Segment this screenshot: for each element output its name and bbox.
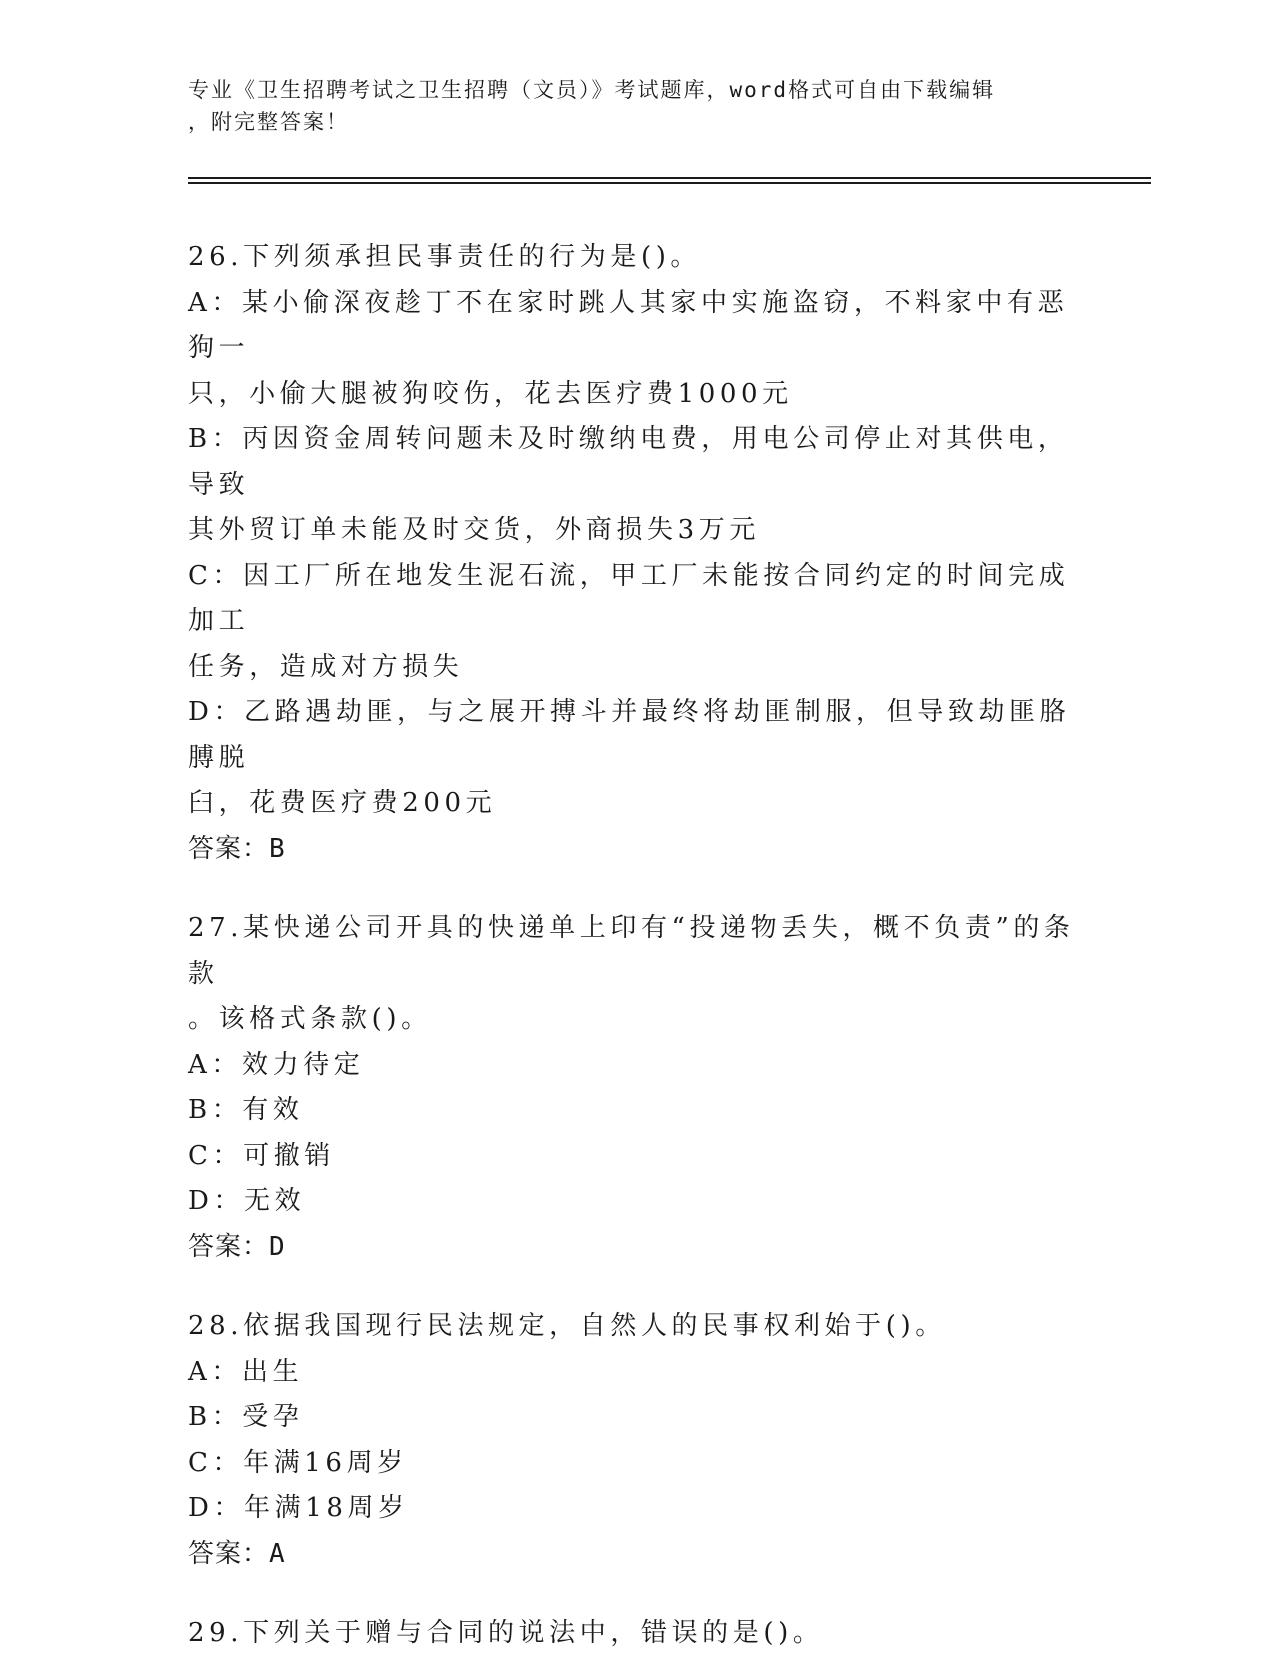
answer: 答案：A xyxy=(188,1538,286,1569)
option-b-cont: 其外贸订单未能及时交货，外商损失3万元 xyxy=(188,515,760,545)
question-stem: 28.依据我国现行民法规定，自然人的民事权利始于()。 xyxy=(188,1311,946,1341)
header-divider-top xyxy=(188,177,1151,179)
option-d: D：年满18周岁 xyxy=(188,1493,409,1523)
question-28 xyxy=(188,1304,1088,1577)
question-26 xyxy=(188,235,1088,872)
question-stem-cont: 。该格式条款()。 xyxy=(188,1004,432,1034)
option-c-cont: 任务，造成对方损失 xyxy=(188,651,464,682)
answer: 答案：B xyxy=(188,833,286,864)
option-d: D：乙路遇劫匪，与之展开搏斗并最终将劫匪制服，但导致劫匪胳膊脱 xyxy=(188,697,1071,773)
question-stem: 26.下列须承担民事责任的行为是()。 xyxy=(188,242,702,272)
question-stem: 27.某快递公司开具的快递单上印有“投递物丢失，概不负责”的条款 xyxy=(188,913,1075,989)
question-spacer xyxy=(188,1577,1088,1611)
option-b: B：丙因资金周转问题未及时缴纳电费，用电公司停止对其供电，导致 xyxy=(188,424,1069,500)
question-list xyxy=(188,235,1088,1657)
option-a-cont: 只，小偷大腿被狗咬伤，花去医疗费1000元 xyxy=(188,378,793,409)
option-a: A：出生 xyxy=(188,1356,304,1387)
question-spacer xyxy=(188,1270,1088,1304)
option-c: C：可撤销 xyxy=(188,1140,335,1171)
question-spacer xyxy=(188,872,1088,906)
option-b: B：受孕 xyxy=(188,1402,304,1432)
option-a: A：某小偷深夜趁丁不在家时跳人其家中实施盗窃，不料家中有恶狗一 xyxy=(188,287,1069,363)
header-line-2: ，附完整答案！ xyxy=(188,110,349,134)
option-c: C：因工厂所在地发生泥石流，甲工厂未能按合同约定的时间完成加工 xyxy=(188,560,1070,636)
question-27 xyxy=(188,906,1088,1270)
answer: 答案：D xyxy=(188,1231,286,1262)
option-a: A：效力待定 xyxy=(188,1049,365,1080)
option-b: B：有效 xyxy=(188,1095,304,1125)
option-d-cont: 臼，花费医疗费200元 xyxy=(188,788,497,818)
document-header xyxy=(188,74,1088,138)
header-line-1: 专业《卫生招聘考试之卫生招聘（文员）》考试题库，word格式可自由下载编辑 xyxy=(188,78,996,102)
question-stem: 29.下列关于赠与合同的说法中，错误的是()。 xyxy=(188,1618,824,1648)
option-d: D：无效 xyxy=(188,1186,306,1216)
option-c: C：年满16周岁 xyxy=(188,1447,408,1478)
header-divider-bottom xyxy=(188,182,1151,184)
